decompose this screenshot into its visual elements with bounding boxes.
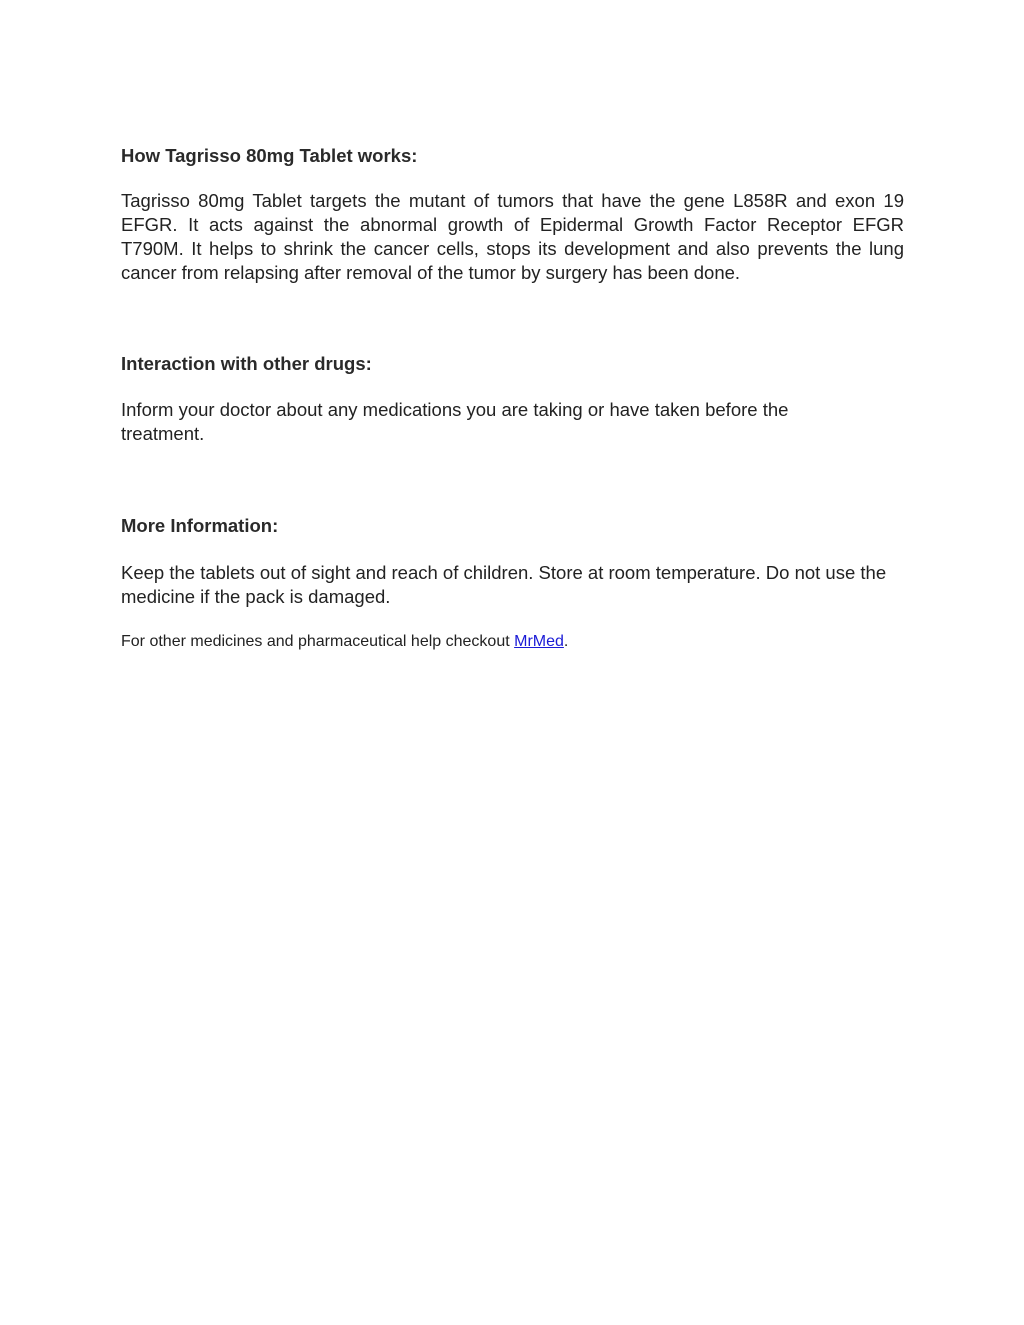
footer-note-prefix: For other medicines and pharmaceutical help checkout xyxy=(121,633,515,650)
section-body-how-it-works: Tagrisso 80mg Tablet targets the mutant of tumors that have the gene L858R and exon 19 EFGR. It acts against the abnormal growth of Epidermal Growth Factor Receptor EFGR T790M. It helps to shrink the cancer cells, stops its development and also prevents the lung cancer from relapsing after removal of the tumor by surgery has been done. xyxy=(121,190,904,283)
footer-note xyxy=(121,631,904,653)
section-body-interactions: Inform your doctor about any medications you are taking or have taken before the treatment. xyxy=(121,399,789,444)
section-heading-more-information: More Information: xyxy=(121,515,279,536)
section-heading-how-it-works: How Tagrisso 80mg Tablet works: xyxy=(121,145,418,166)
section-body-more-information: Keep the tablets out of sight and reach of children. Store at room temperature. Do not use the medicine if the pack is damaged. xyxy=(121,562,887,607)
section-heading-interactions: Interaction with other drugs: xyxy=(121,353,372,374)
mrmed-link[interactable]: MrMed xyxy=(514,633,564,650)
footer-note-suffix: . xyxy=(563,633,569,650)
